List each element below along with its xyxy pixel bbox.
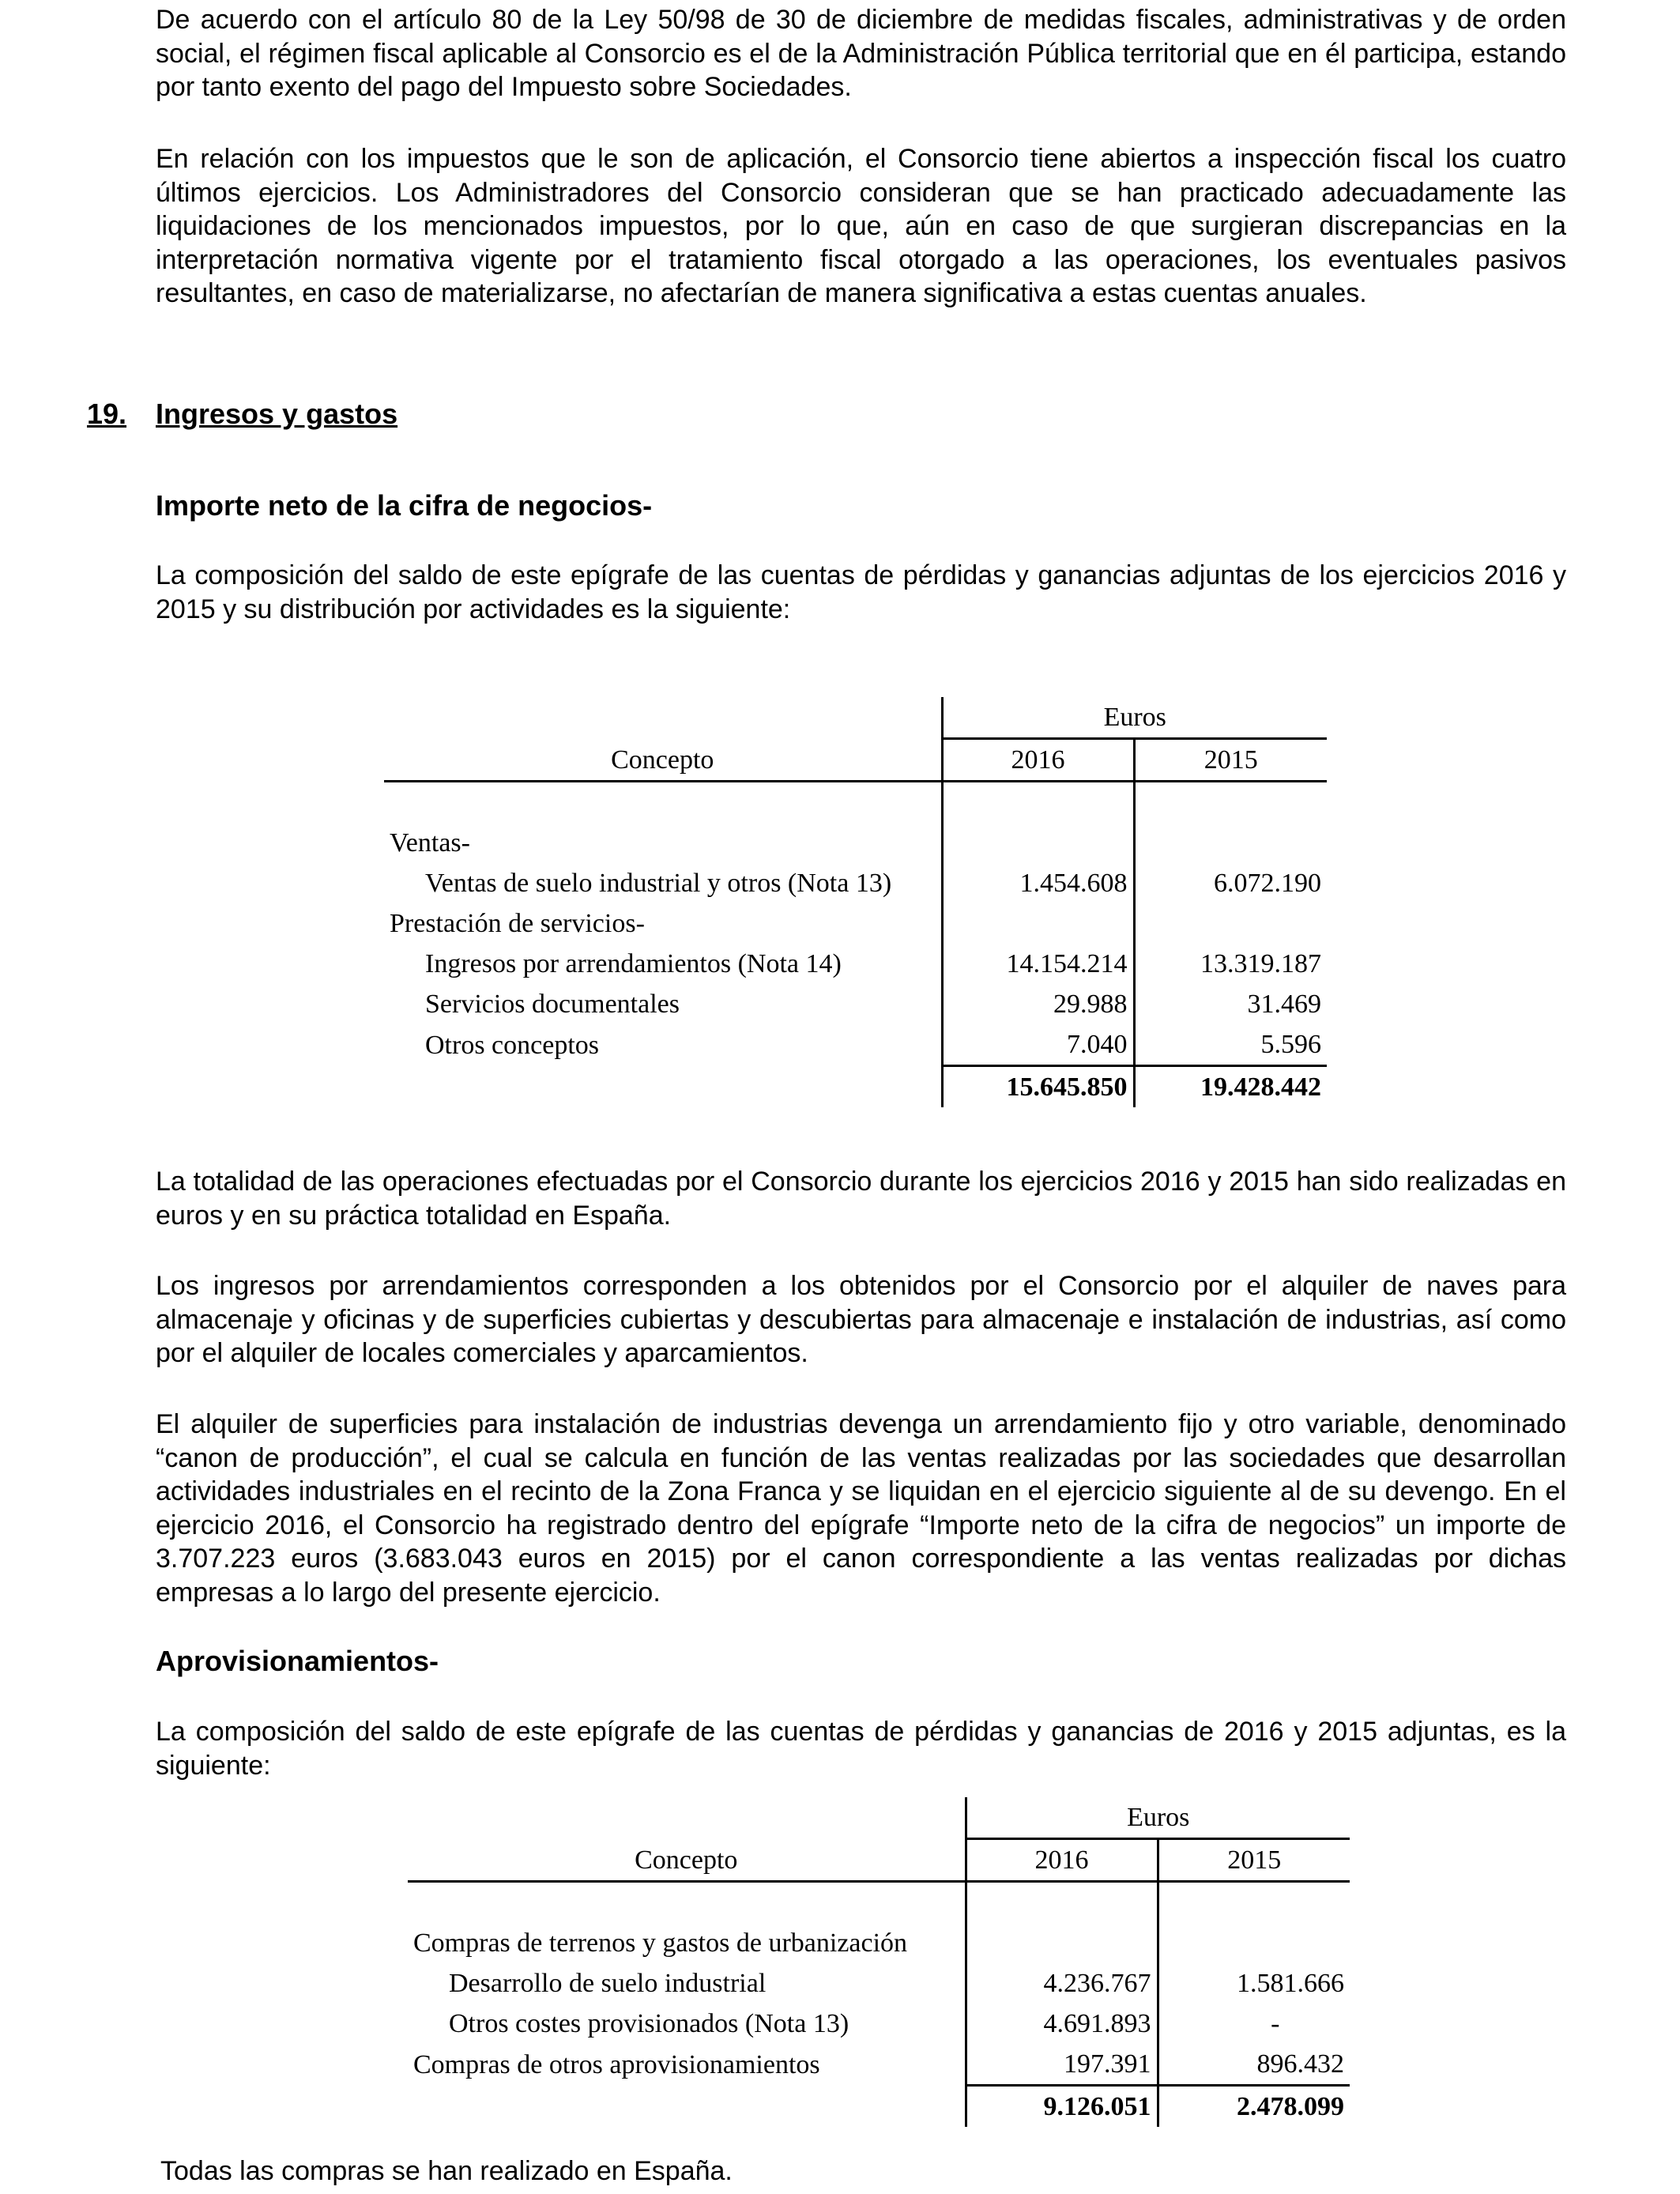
row-label: Otros costes provisionados (Nota 13) [449,2009,849,2038]
total-2015: 2.478.099 [1158,2086,1350,2128]
paragraph-fiscal-regime: De acuerdo con el artículo 80 de la Ley 50/98 de 30 de diciembre de medidas fiscales, administrativas y de orden social, el régimen fiscal aplicable al Consorcio es el de la Administración Pública territorial que en él participa, estando por tanto exento del pago del Impuesto sobre Sociedades. [156,5,1566,102]
total-label [384,1066,942,1108]
table-spacer [408,1882,966,1924]
total-2016: 15.645.850 [942,1066,1134,1108]
table-header-concept: Concepto [635,1845,738,1875]
table-row [384,1024,1327,1066]
row-value-2016 [942,823,1134,863]
row-label: Ventas de suelo industrial y otros (Nota 13) [425,869,892,898]
table-row [384,903,1327,944]
row-value-2015: 1.581.666 [1158,1963,1350,2004]
row-value-2016: 14.154.214 [942,944,1134,984]
table-header-euros: Euros [942,697,1327,739]
row-value-2015 [1134,823,1327,863]
supplies-table [408,1797,1350,2127]
table-row [408,1923,1350,1963]
table-header-year-2016: 2016 [966,1839,1158,1882]
row-value-2016: 29.988 [942,984,1134,1024]
total-label [408,2086,966,2128]
table-row [384,944,1327,984]
table-header-year-2015: 2015 [1134,739,1327,782]
paragraph-production-fee: El alquiler de superficies para instalación de industrias devenga un arrendamiento fijo y otro variable, denominado “canon de producción”, el cual se calcula en función de las ventas realizadas por las sociedades que desarrollan actividades industriales en el recinto de la Zona Franca y se liquidan en el ejercicio siguiente al de su devengo. En el ejercicio 2016, el Consorcio ha registrado dentro del epígrafe “Importe neto de la cifra de negocios” un importe de 3.707.223 euros (3.683.043 euros en 2015) por el canon correspondiente a las ventas realizadas por dichas empresas a lo largo del presente ejercicio. [156,1409,1566,1608]
table-spacer [966,1882,1158,1924]
table-spacer [1158,1882,1350,1924]
row-label: Compras de otros aprovisionamientos [413,2049,820,2079]
row-value-2016 [966,1923,1158,1963]
row-label: Prestación de servicios- [390,909,645,938]
row-label: Desarrollo de suelo industrial [449,1969,767,1998]
table-spacer [942,782,1134,824]
revenue-table [384,697,1327,1107]
table-row [384,984,1327,1024]
row-label: Servicios documentales [425,990,680,1019]
paragraph-revenue-intro: La composición del saldo de este epígrafe de las cuentas de pérdidas y ganancias adjuntas de los ejercicios 2016 y 2015 y su distribución por actividades es la siguiente: [156,560,1566,624]
paragraph-supplies-intro: La composición del saldo de este epígrafe de las cuentas de pérdidas y ganancias de 2016 y 2015 adjuntas, es la siguiente: [156,1717,1566,1781]
row-label: Ventas- [390,828,470,858]
table-row [408,2004,1350,2044]
table-row [384,863,1327,903]
table-row [408,1963,1350,2004]
row-value-2016: 4.236.767 [966,1963,1158,2004]
row-value-2016: 197.391 [966,2044,1158,2086]
row-value-2015: - [1158,2004,1350,2044]
row-value-2015: 5.596 [1134,1024,1327,1066]
row-value-2016: 7.040 [942,1024,1134,1066]
table-total-row [384,1066,1327,1108]
total-2016: 9.126.051 [966,2086,1158,2128]
section-title: Ingresos y gastos [156,398,398,430]
row-value-2015: 6.072.190 [1134,863,1327,903]
table-header-year-2016: 2016 [942,739,1134,782]
paragraph-operations: La totalidad de las operaciones efectuadas por el Consorcio durante los ejercicios 2016 y 2015 han sido realizadas en euros y en su práctica totalidad en España. [156,1167,1566,1231]
table-spacer [1134,782,1327,824]
table-row [384,823,1327,863]
row-label: Ingresos por arrendamientos (Nota 14) [425,949,842,978]
total-2015: 19.428.442 [1134,1066,1327,1108]
row-label: Compras de terrenos y gastos de urbanización [413,1928,908,1958]
row-value-2015: 13.319.187 [1134,944,1327,984]
row-value-2015 [1158,1923,1350,1963]
section-heading [0,397,1680,432]
table-spacer [384,782,942,824]
table-header-euros: Euros [966,1797,1350,1839]
table-total-row [408,2086,1350,2128]
paragraph-rentals: Los ingresos por arrendamientos corresponden a los obtenidos por el Consorcio por el alquiler de naves para almacenaje y oficinas y de superficies cubiertas y descubiertas para almacenaje e instalación de industrias, así como por el alquiler de locales comerciales y aparcamientos. [156,1271,1566,1368]
row-value-2016: 1.454.608 [942,863,1134,903]
table-header-year-2015: 2015 [1158,1839,1350,1882]
row-label: Otros conceptos [425,1030,600,1060]
row-value-2015 [1134,903,1327,944]
row-value-2016: 4.691.893 [966,2004,1158,2044]
table-header-concept: Concepto [611,745,714,775]
section-number: 19. [87,398,127,430]
row-value-2015: 896.432 [1158,2044,1350,2086]
subheading-supplies: Aprovisionamientos- [156,1645,439,1677]
paragraph-tax-inspection: En relación con los impuestos que le son de aplicación, el Consorcio tiene abiertos a inspección fiscal los cuatro últimos ejercicios. Los Administradores del Consorcio consideran que se han practicado adecuadamente las liquidaciones de los mencionados impuestos, por lo que, aún en caso de que surgieran discrepancias en la interpretación normativa vigente por el tratamiento fiscal otorgado a las operaciones, los eventuales pasivos resultantes, en caso de materializarse, no afectarían de manera significativa a estas cuentas anuales. [156,144,1566,308]
row-value-2016 [942,903,1134,944]
paragraph-purchases-spain: Todas las compras se han realizado en España. [160,2156,733,2186]
subheading-revenue: Importe neto de la cifra de negocios- [156,489,653,522]
table-row [408,2044,1350,2086]
row-value-2015: 31.469 [1134,984,1327,1024]
